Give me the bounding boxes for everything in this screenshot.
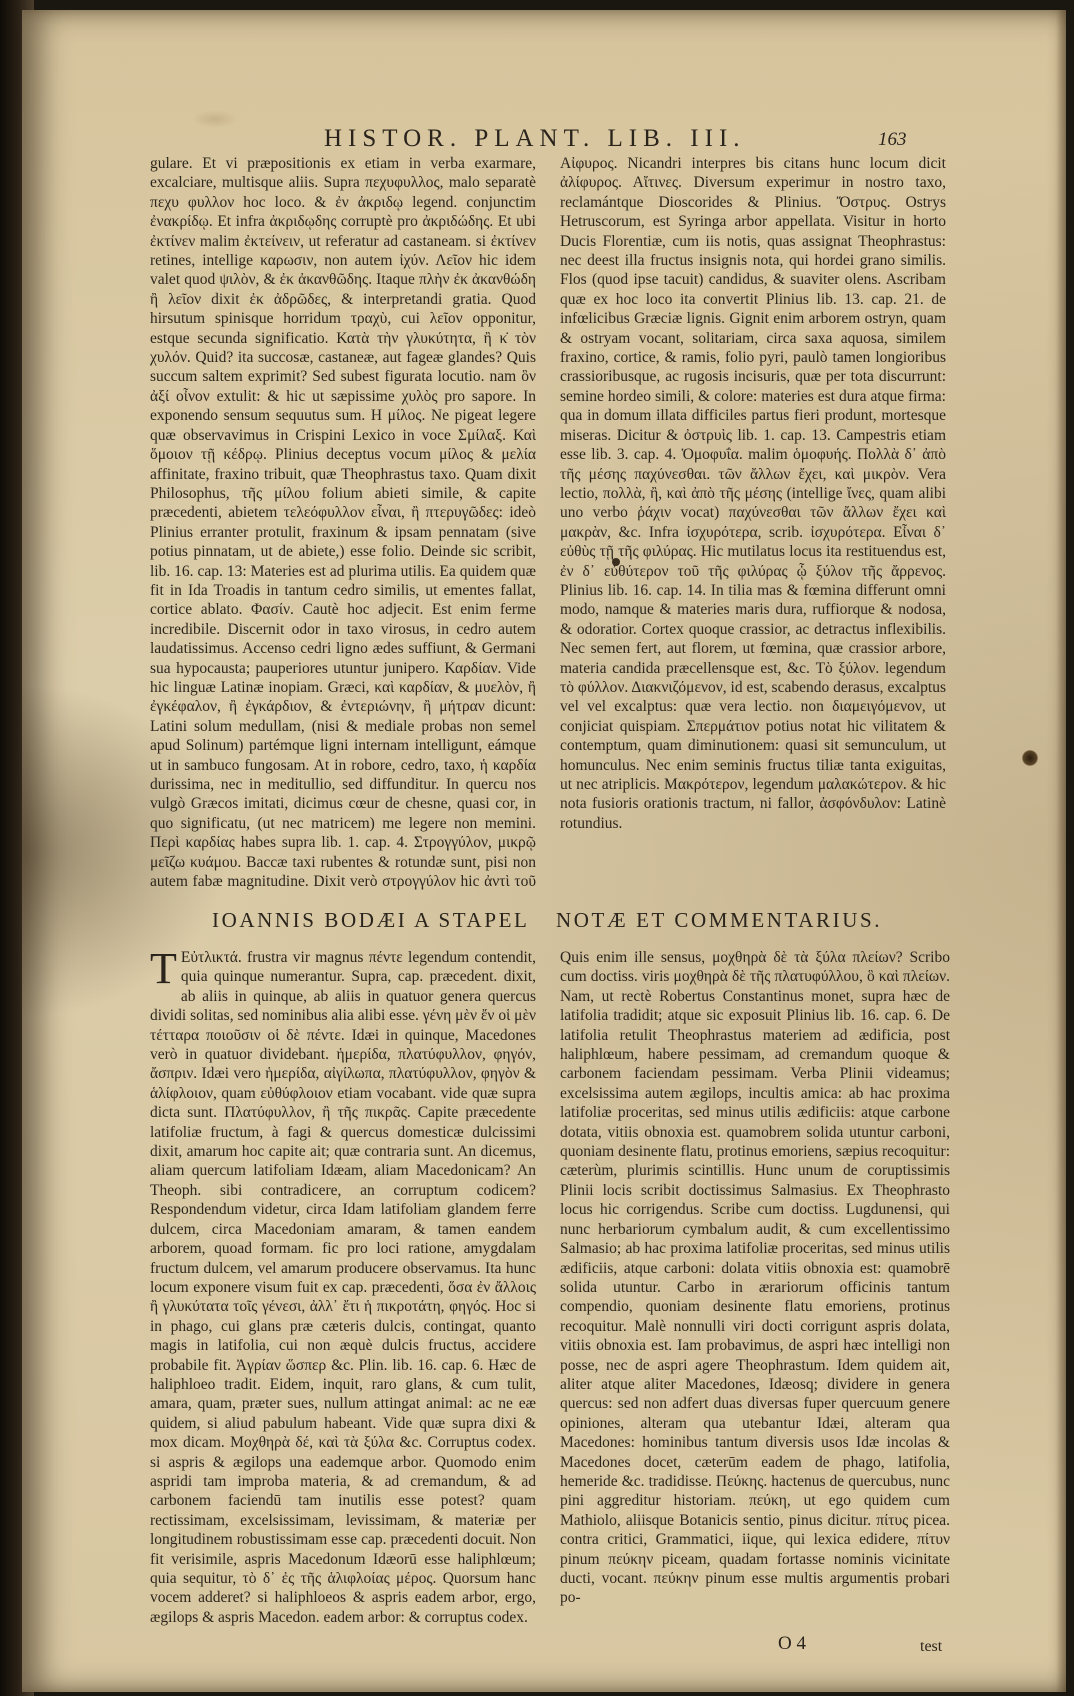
- section-heading-left: IOANNIS BODÆI A STAPEL: [212, 908, 530, 932]
- drop-capital: T: [150, 948, 177, 993]
- page-edge-shadow: [1056, 10, 1066, 1692]
- ink-stain: [1022, 750, 1038, 766]
- text-column-top-left: [150, 154, 536, 894]
- paragraph-bottom-right: Quis enim ille sensus, μοχθηρὰ δὲ τὰ ξύλα πλείων? Scribo cum doctiss. viris μοχθηρὰ δὲ τῆς πλατυφύλλου, ὃ καὶ πλείων. Nam, ut rectè Robertus Constantinus monet, supra hæc de latifolia tradidit; atque sic exposuit Plinius lib. 16. cap. 6. De latifolia retulit Theophrastus materiem ad ædificia, post haliphlœum, habere pessimam, ad cremandum quoque & carbonem faciendam pessimam. Verba Plinii videamus; excelsissima autem ægilops, incultis amica: ab hac proxima latifoliæ proceritas, sed minus utilis ædificiis: atque carbone dotata, vitiis obnoxia est. quamobrem solida utuntur carboni, quoniam desinente flatu, protinus emoriens, sæpius recoquitur: cæterùm, plurimis scintillis. Hunc unum de coruptissimis Plinii locis scribit doctissimus Salmasius. Ex Theophrasto locus hic corrigendus. Scribe cum doctiss. Lugdunensi, qui nunc herbariorum cymbalum audit, & cum excellentissimo Salmasio; ab hac proxima latifoliæ proceritas, sed minus utilis ædificiis, atque carboni: dolata vitiis obnoxia est: quamobrē solida utuntur. Carbo in ærariorum officinis tantum compendio, quoniam desinente flatu emoriens, protinus recoquitur. Malè nonnulli viri docti corrigunt aspris dolata, vitiis obnoxia est. Iam probavimus, de aspri hæc intelligi non posse, nec de aspri agere Theophrastum. Idem quidem ait, aliter atque aliter Macedones, Idæosq; dividere in genera quercus: sed non adfert duas diversas fuper quercuum genere opiniones, alteram qua utebantur Idæi, alteram qua Macedones: hominibus tantum diversis usos Idæ incolas & Macedones docet, cæterūm eadem de phago, latifolia, hemeride &c. tradidisse. Πεύκης. hactenus de quercubus, nunc pini aggreditur historiam. πεύκη, ut ego quidem cum Mathiolo, aliisque Botanicis sentio, pinus dicitur. πίτυς picea. contra critici, Grammatici, iique, qui lexica edidere, πίτυν pinum πεύκην piceam, quadam fortasse nominis vicinitate ducti, vocant. πεύκην pinum esse multis argumentis probari po-: [560, 949, 950, 1607]
- section-heading-right: NOTÆ ET COMMENTARIUS.: [556, 908, 883, 932]
- catchword: test: [920, 1638, 943, 1655]
- page-number: 163: [878, 129, 907, 150]
- book-page: [22, 10, 1066, 1692]
- text-column-top-right: [560, 154, 946, 894]
- running-head: [22, 123, 1066, 157]
- paragraph-top-left: gulare. Et vi præpositionis ex etiam in verba exarmare, excalciare, multisque aliis. Supra πεχυφυλλος, malo separatè πεχυ φυλλον hoc loco. & ἐν ἀκριδῳ legend. conjunctim ἐνακρίδῳ. Et infra ἀκριδῳδης corruptè pro ἀκριδώδης. Et ubi ἐκτίνεν malim ἐκτείνειν, ut referatur ad castaneam. si ἐκτίνεν retines, intellige καρωσιν, non autem ἰχύν. Λεῖον hic idem valet quod ψιλὸν, & ἐκ ἀκανθῶδης. Itaque πλὴν ἐκ ἀκανθώδη ἢ λεῖον dixit ἐκ ἀδρῶδες, & interpretandi gratia. Quod hirsutum spinisque horridum τραχὺ, cui λεῖον opponitur, estque secunda significatio. Κατὰ τὴν γλυκύτητα, ἢ κ̇ τὸν χυλόν. Quid? ita succosæ, castaneæ, aut fageæ glandes? Quis succum saltem exprimit? Sed subest figurata locutio. nam ὃν ἀξί οἶνον extulit: & hic ut sæpissime χυλὸς pro sapore. In exponendo sensum sequutus sum. Η μίλος. Ne pigeat legere quæ observavimus in Crispini Lexico in voce Σμίλαξ. Καὶ ὅμοιον τῇ κέδρῳ. Plinius deceptus vocum μίλος & μελία affinitate, fraxino tribuit, quæ Theophrastus taxo. Quam dixit Philosophus, τῆς μίλου folium abieti simile, & capite præcedenti, abietem τελεόφυλλον εἶναι, ἢ πτερυγῶδες: ideò Plinius erranter protulit, fraxinum & ipsam pennatam (sive potius pinnatam, ut de abiete,) esse folio. Deinde sic scribit, lib. 16. cap. 13: Materies est ad plurima utilis. Ea quidem quæ fit in Ida Troadis in tantum cedro similis, ut ementes fallat, cortice ablato. Φασίν. Cautè hoc adjecit. Est enim ferme incredibile. Discernit odor in taxo virosus, in cedro autem laudatissimus. Accenso cedri ligno ædes suffiunt, & Germani sua hypocausta; pauperiores utuntur junipero. Καρδίαν. Vide hic linguæ Latinæ inopiam. Græci, καὶ καρδίαν, & μυελὸν, ἢ ἐγκέφαλον, ἢ ἐγκάρδιον, & ἐντεριώνην, ἢ μήτραν dicunt: Latini solum medullam, (nisi & mediale probas non semel apud Solinum) partémque ligni internam intelligunt, eámque ut in sambuco fungosam. At in robore, cedro, taxo, ἡ καρδία durissima, nec in meditullio, sed diffunditur. In quercu nos vulgò Græcos imitati, dicimus cœur de chesne, quasi cor, in quo significatu, (ut nec matricem) me legere non memini. Περὶ καρδίας habes supra lib. 1. cap. 4. Στρογγύλον, μικρῷ μεῖζω κυάμου. Baccæ taxi rubentes & rotundæ sunt, pisi non autem fabæ magnitudine. Dixit verò στρογγύλον hic ἀντὶ τοῦ: [150, 155, 536, 891]
- signature-mark: O 4: [778, 1633, 806, 1654]
- text-column-bottom-left: [150, 948, 536, 1648]
- paragraph-top-right: Αἰφυρος. Nicandri interpres bis citans hunc locum dicit ἀλίφυρος. Αἴτινες. Diversum experimur in nostro taxo, reclamántque Dioscorides & Plinius. Ὄστρυς. Ostrys Hetruscorum, est Syringa arbor appellata. Visitur in horto Ducis Florentiæ, cum iis notis, quas assignat Theophrastus: nec deest illa fructus insignis nota, qui hordei grano similis. Flos (quod ipse tacuit) candidus, & suaviter olens. Ascribam quæ ex hoc loco ita convertit Plinius lib. 13. cap. 21. de infœlicibus Græciæ lignis. Gignit enim arborem ostryn, quam & ostryam vocant, solitariam, circa saxa aquosa, similem fraxino, cortice, & ramis, folio pyri, paulò tamen longioribus crassioribusque, ac rugosis incisuris, quæ per tota discurrunt: semine hordeo simili, & colore: materies est dura atque firma: qua in domum illata difficiles partus fieri produnt, mortesque miseras. Dicitur & ὀστρυὶς lib. 1. cap. 13. Campestris etiam esse lib. 3. cap. 4. Ὁμοφυΐα. malim ὁμοφυής. Πολλὰ δ᾽ ἀπὸ τῆς μέσης παχύνεσθαι. τῶν ἄλλων ἔχει, καὶ μικρὸν. Vera lectio, πολλὰ, ἢ, καὶ ἀπὸ τῆς μέσης (intellige ἴνες, quam alibi uno verbo ῥάχιν vocat) παχύνεσθαι τῶν ἄλλων ἔχει καὶ μακρὰν, &c. Infra ἰσχυρότερα, scrib. ἰσχυρότερα. Εἶναι δ᾽ εὐθὺς τῇ τῆς φιλύρας. Hic mutilatus locus ita restituendus est, ἐν δ᾽ εὐθύτερον τοῦ τῆς φιλύρας ᾧ ξύλον τῆς ἄρρενος. Plinius lib. 16. cap. 14. In tilia mas & fœmina differunt omni modo, namque & materies maris dura, ruffiorque & nodosa, & odoratior. Cortex quoque crassior, ac detractus inflexibilis. Nec semen fert, aut florem, ut fœmina, quæ crassior arbore, materia candida præcellensque est, &c. Τὸ ξύλον. legendum τὸ φύλλον. Διακνιζόμενον, id est, scabendo derasus, excalptus vel vel excalptus: quæ vera lectio. non διαμειγόμενον, ut conjiciat quispiam. Σπερμάτιον potius notat hic vilitatem & contemptum, quam diminutionem: quasi sit semunculum, ut homunculus. Nec enim seminis fructus tiliæ tanta exiguitas, ut nec atriplicis. Μακρότερον, legendum μαλακώτερον. & hic nota fusioris orationis tractum, ni fallor, ἀσφόνδυλον: Latinè rotundius.: [560, 155, 946, 832]
- text-column-bottom-right: [560, 948, 950, 1648]
- paragraph-bottom-left: Εὐτλικτά. frustra vir magnus πέντε legendum contendit, quia quinque numerantur. Supra, cap. præcedent. dixit, ab aliis in quinque, ab aliis in quatuor genera quercus dividi solitas, sed nominibus alia alibi esse. γένη μὲν ἔν οἱ μὲν τέτταρα ποιοῦσιν οἱ δὲ πέντε. Idæi in quinque, Macedones verò in quatuor dividebant. ἡμερίδα, πλατύφυλλον, φηγόν, ἄσπριν. Idæi vero ἡμερίδα, αἰγίλωπα, πλατύφυλλον, φηγὸν & ἁλίφλοιον, quam εὐθύφλοιον etiam vocabant. vide quæ supra dicta sunt. Πλατύφυλλον, ἢ τῆς πικρᾶς. Capite præcedente latifoliæ fructum, à fagi & quercus domesticæ dulcissimi dixit, amarum hoc capite ait; quæ contraria sunt. An dicemus, aliam quercum latifoliam Idæam, aliam Macedonicam? An Theoph. sibi contradicere, an corruptum codicem? Respondendum videtur, circa Idam latifoliam glandem ferre dulcem, circa Macedoniam amaram, & tamen eandem arborem, quoad formam. fic pro loci ratione, amygdalam fructum dulcem, vel amarum producere observamus. Ita hunc locum exponere visum fuit ex cap. præcedenti, ὅσα ἐν ἄλλοις ἢ γλυκύτατα τοῖς γένεσι, ἀλλ᾽ ἔτι ἡ πικροτάτη, φηγός. Hoc si in phago, cui glans præ cæteris dulcis, contingat, quanto magis in latifolia, cui non æquè dulcis fructus, accidere probabile fit. Ἀγρίαν ὥσπερ &c. Plin. lib. 16. cap. 6. Hæc de haliphloeo tradit. Eidem, inquit, raro glans, & cum tulit, amara, quam, præter sues, nullum attingat animal: ac ne eæ quidem, si aliud pabulum habeant. Vide quæ supra dixi & mox dicam. Μοχθηρὰ δέ, καὶ τὰ ξύλα &c. Corruptus codex. si aspris & ægilops una eademque arbor. Quomodo enim aspridi tam improba materia, & ad cremandum, & ad carbonem faciendū tam inutilis esse potest? quam rectissimam, excelsissimam, levissimam, & materiæ per longitudinem robustissimam esse cap. præcedenti docuit. Non fit verisimile, aspris Macedonum Idæorū esse haliphlœum; quia sequitur, τὸ δ᾽ ἐς τῆς ἁλιφλοίας μέρος. Quorsum hanc vocem adderet? si haliphloeos & aspris eadem arbor, ergo, ægilops & aspris Macedon. eadem arbor: & corruptus codex.: [150, 949, 536, 1626]
- running-head-title: HISTOR. PLANT. LIB. III.: [324, 125, 746, 152]
